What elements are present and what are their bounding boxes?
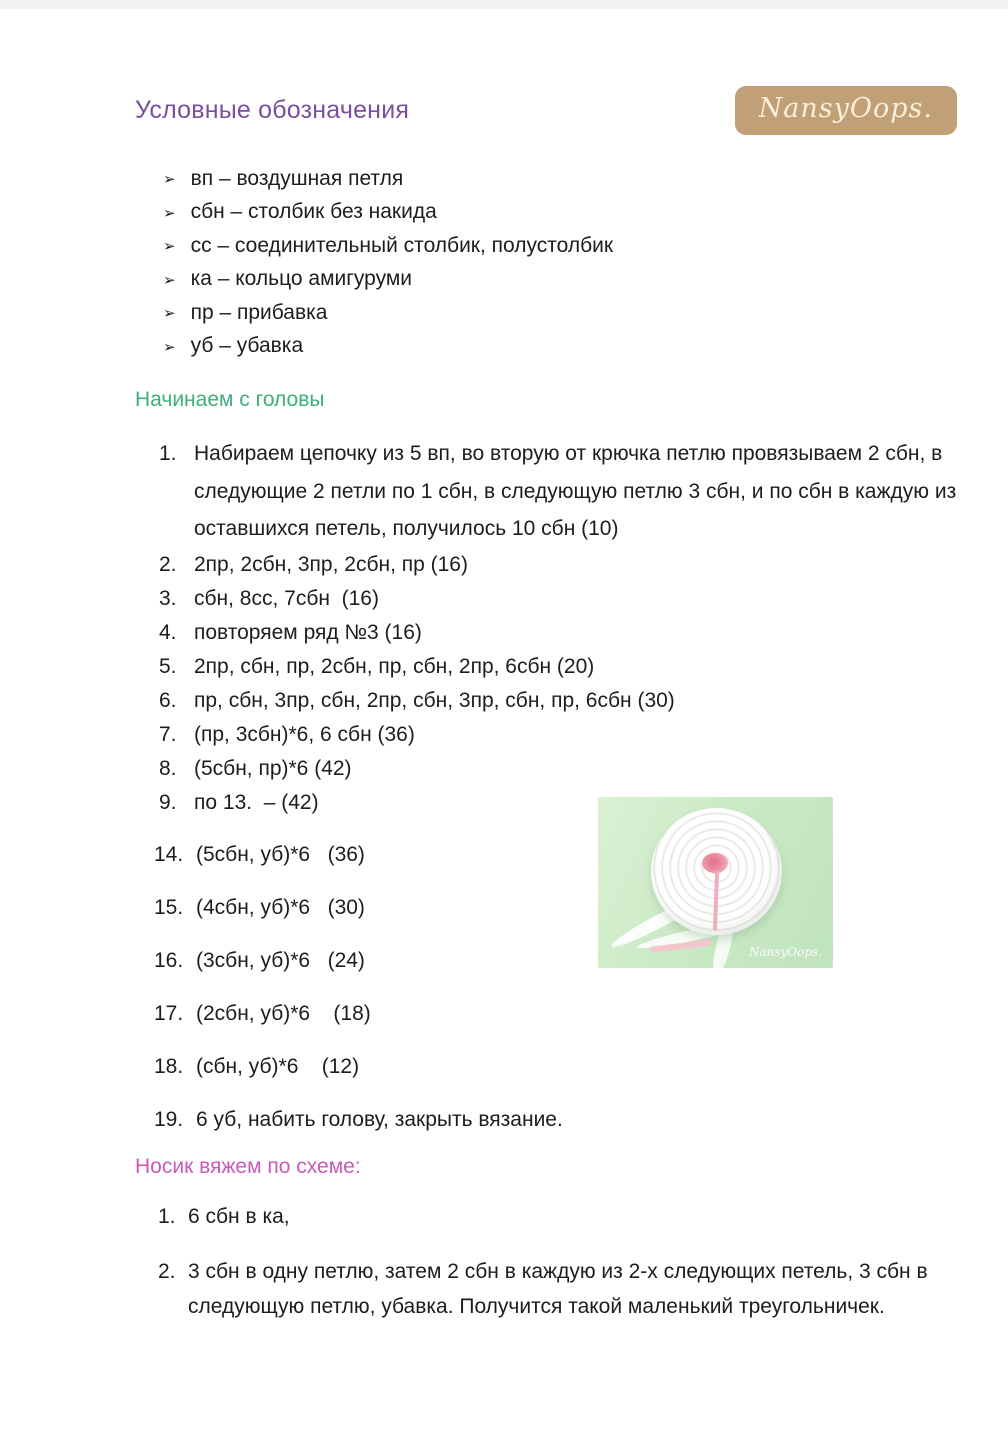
step-text: (3сбн, уб)*6 (24): [196, 948, 365, 972]
header: [135, 86, 957, 135]
legend-item: [163, 330, 957, 364]
step-number: 9.: [159, 790, 177, 814]
nose-steps-list: [135, 1199, 957, 1324]
list-item: [135, 548, 957, 582]
legend-item: [163, 162, 957, 196]
head-decrease-list: [135, 837, 957, 1138]
step-text: 2пр, 2сбн, 3пр, 2сбн, пр (16): [194, 552, 468, 576]
step-text: повторяем ряд №3 (16): [194, 620, 422, 644]
step-number: 4.: [159, 620, 177, 644]
list-item: [135, 996, 957, 1032]
step-text: (пр, 3сбн)*6, 6 сбн (36): [194, 722, 415, 746]
step-number: 18.: [154, 1054, 184, 1078]
step-number: 15.: [154, 895, 184, 919]
legend-list: [135, 162, 957, 363]
arrow-bullet-icon: ➢: [163, 305, 176, 323]
list-item: [135, 718, 957, 752]
list-item: [135, 943, 957, 979]
step-text: 6 сбн в ка,: [188, 1204, 290, 1228]
step-text: Набираем цепочку из 5 вп, во вторую от крючка петлю провязываем 2 сбн, в следующие 2 петли по 1 сбн, в следующую петлю 3 сбн, и по сбн в каждую из оставшихся петель, получилось 10 сбн (10): [194, 442, 963, 540]
legend-item-text: сбн – столбик без накида: [190, 200, 437, 224]
step-text: (2сбн, уб)*6 (18): [196, 1001, 371, 1025]
step-number: 16.: [154, 948, 184, 972]
list-item: [135, 616, 957, 650]
step-number: 8.: [159, 756, 177, 780]
legend-item-text: сс – соединительный столбик, полустолбик: [190, 233, 614, 257]
arrow-bullet-icon: ➢: [163, 271, 176, 289]
crochet-head-photo: [598, 797, 833, 968]
step-number: 5.: [159, 654, 177, 678]
nose-section-heading: Носик вяжем по схеме:: [135, 1154, 361, 1178]
photo-watermark: NansyOops.: [748, 945, 822, 959]
list-item: [135, 752, 957, 786]
list-item: [135, 1199, 957, 1234]
list-item: [135, 582, 957, 616]
step-number: 2.: [159, 552, 177, 576]
legend-item-text: ка – кольцо амигуруми: [190, 267, 413, 291]
list-item: [135, 684, 957, 718]
arrow-bullet-icon: ➢: [163, 338, 176, 356]
arrow-bullet-icon: ➢: [163, 204, 176, 222]
logo-badge: NansyOops.: [735, 86, 957, 135]
step-text: пр, сбн, 3пр, сбн, 2пр, сбн, 3пр, сбн, пр, 6сбн (30): [194, 688, 675, 712]
list-item: [135, 1049, 957, 1085]
head-steps-list: [135, 435, 963, 820]
step-text: (5сбн, уб)*6 (36): [196, 842, 365, 866]
list-item: [135, 650, 957, 684]
pink-yarn-knot: [702, 853, 728, 873]
legend-item: [163, 263, 957, 297]
step-number: 19.: [154, 1107, 184, 1131]
list-item: [135, 1254, 957, 1324]
legend-item-text: уб – убавка: [190, 334, 304, 358]
list-item: [135, 1102, 957, 1138]
step-text: (4сбн, уб)*6 (30): [196, 895, 365, 919]
list-item: [135, 435, 963, 548]
legend-item: [163, 229, 957, 263]
arrow-bullet-icon: ➢: [163, 238, 176, 256]
step-text: (сбн, уб)*6 (12): [196, 1054, 360, 1078]
step-number: 6.: [159, 688, 177, 712]
page-title: Условные обозначения: [135, 96, 410, 124]
legend-item-text: вп – воздушная петля: [190, 166, 404, 190]
step-number: 14.: [154, 842, 184, 866]
arrow-bullet-icon: ➢: [163, 171, 176, 189]
step-number: 2.: [158, 1259, 176, 1283]
step-text: (5сбн, пр)*6 (42): [194, 756, 352, 780]
step-number: 17.: [154, 1001, 184, 1025]
step-text: сбн, 8сс, 7сбн (16): [194, 586, 379, 610]
page-content: [135, 86, 963, 1324]
step-number: 3.: [159, 586, 177, 610]
head-section-heading: Начинаем с головы: [135, 388, 325, 411]
step-text: 6 уб, набить голову, закрыть вязание.: [196, 1107, 563, 1131]
legend-item-text: пр – прибавка: [190, 300, 328, 324]
legend-item: [163, 296, 957, 330]
list-item: [135, 837, 957, 873]
list-item: [135, 890, 957, 926]
step-text: 3 сбн в одну петлю, затем 2 сбн в каждую из 2-х следующих петель, 3 сбн в следующую петлю, убавка. Получится такой маленький треугольничек.: [188, 1259, 934, 1318]
step-text: 2пр, сбн, пр, 2сбн, пр, сбн, 2пр, 6сбн (20): [194, 654, 595, 678]
step-number: 1.: [158, 1204, 176, 1228]
step-number: 1.: [159, 442, 177, 465]
step-text: по 13. – (42): [194, 790, 319, 814]
page-top-edge: [0, 0, 1008, 9]
list-item: [135, 786, 957, 820]
step-number: 7.: [159, 722, 177, 746]
legend-item: [163, 196, 957, 230]
